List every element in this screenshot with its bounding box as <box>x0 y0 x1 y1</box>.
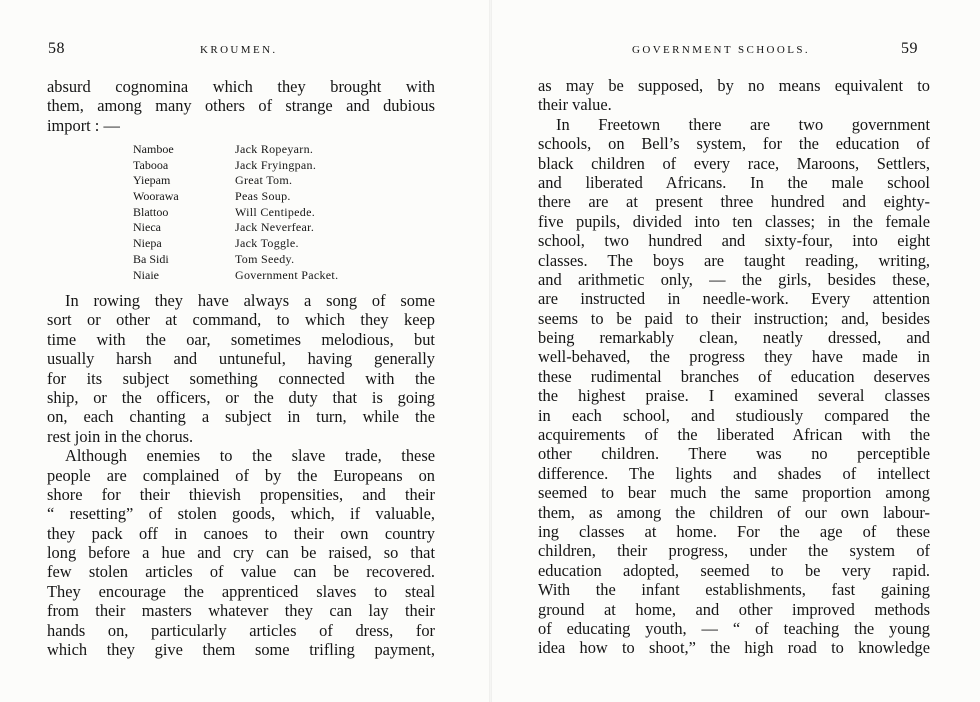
text-line: difference. The lights and shades of intellect <box>538 463 930 483</box>
text-line: them, as among the children of our own labour- <box>538 502 930 522</box>
text-line: rest join in the chorus. <box>47 426 194 446</box>
text-line: on, each chanting a subject in turn, while the <box>47 407 435 427</box>
english-name: Jack Toggle. <box>235 236 299 251</box>
english-name: Tom Seedy. <box>235 251 295 266</box>
text-line: for its subject something connected with the <box>47 368 435 388</box>
right-page <box>492 0 980 702</box>
name-pair <box>133 252 338 268</box>
name-pair <box>133 173 338 189</box>
text-line: acquirements of the liberated African with the <box>538 425 930 445</box>
text-line: them, among many others of strange and dubious <box>47 96 435 116</box>
left-page <box>0 0 489 702</box>
text-line: ship, or the officers, or the duty that is going <box>47 387 435 407</box>
text-line: school, two hundred and sixty-four, into eight <box>538 231 930 251</box>
english-name: Jack Fryingpan. <box>235 157 317 172</box>
text-line: from their masters whatever they can lay their <box>47 601 435 621</box>
rowing-paragraph <box>47 291 435 659</box>
text-line: there are at present three hundred and eighty- <box>538 192 930 212</box>
text-line: long before a hue and cry can be raised, so that <box>47 543 435 563</box>
right-running-head <box>492 40 980 64</box>
english-name: Jack Ropeyarn. <box>235 142 314 156</box>
english-name: Peas Soup. <box>235 189 291 204</box>
name-pair <box>133 189 338 205</box>
text-line: and liberated Africans. In the male school <box>538 172 930 192</box>
text-line: import : — <box>47 115 120 135</box>
text-line: classes. The boys are taught reading, writing, <box>538 250 930 270</box>
text-line: In rowing they have always a song of some <box>65 291 435 310</box>
left-running-title: KROUMEN. <box>200 44 278 56</box>
native-name: Yiepam <box>133 173 171 188</box>
name-pair <box>133 158 338 174</box>
text-line: sort or other at command, to which they keep <box>47 310 435 330</box>
text-line: ground at home, and other improved methods <box>538 599 930 619</box>
text-line: time with the oar, sometimes melodious, but <box>47 329 435 349</box>
name-pair <box>133 142 338 158</box>
text-line: well-behaved, the progress they have made in <box>538 347 930 367</box>
native-name: Namboe <box>133 142 174 156</box>
text-line: are instructed in needle-work. Every attention <box>538 289 930 309</box>
name-pair <box>133 205 338 221</box>
text-line: usually harsh and untuneful, having generally <box>47 349 435 369</box>
kroomen-names-list <box>133 142 338 283</box>
text-line: education adopted, seemed to be very rapid. <box>538 560 930 580</box>
text-line: schools, on Bell’s system, for the education of <box>538 134 930 154</box>
english-name: Will Centipede. <box>235 204 315 219</box>
text-line: in each school, and studiously compared the <box>538 405 930 425</box>
text-line: In Freetown there are two government <box>556 114 930 134</box>
text-line: these rudimental branches of education deserves <box>538 366 930 386</box>
english-name: Great Tom. <box>235 173 293 188</box>
intro-text <box>47 77 435 135</box>
text-line: “ resetting” of stolen goods, which, if valuable, <box>47 504 435 524</box>
text-line: which they give them some trifling payment, <box>47 640 435 660</box>
text-line: seems to be paid to their instruction; and, besides <box>538 308 930 328</box>
left-page-number: 58 <box>48 40 65 57</box>
native-name: Woorawa <box>133 189 179 204</box>
name-pair <box>133 220 338 236</box>
text-line: children, their progress, under the system of <box>538 541 930 561</box>
left-running-head <box>0 40 489 64</box>
text-line: of educating youth, — “ of teaching the young <box>538 618 930 638</box>
text-line: seemed to bear much the same proportion among <box>538 483 930 503</box>
text-line: as may be supposed, by no means equivalent to <box>538 76 930 95</box>
text-line: the highest praise. I examined several classes <box>538 386 930 406</box>
text-line: being remarkably clean, neatly dressed, and <box>538 328 930 348</box>
english-name: Government Packet. <box>235 267 339 282</box>
text-line: With the infant establishments, fast gaining <box>538 580 930 600</box>
native-name: Blattoo <box>133 204 169 219</box>
english-name: Jack Neverfear. <box>235 220 315 235</box>
right-body-text <box>538 76 930 658</box>
text-line: Although enemies to the slave trade, these <box>65 446 435 466</box>
native-name: Ba Sidi <box>133 251 169 266</box>
text-line: ing classes at home. For the age of these <box>538 521 930 541</box>
text-line: few stolen articles of value can be recovered. <box>47 562 435 582</box>
text-line: absurd cognomina which they brought with <box>47 77 435 96</box>
name-pair <box>133 268 338 284</box>
native-name: Niaie <box>133 267 159 282</box>
native-name: Tabooa <box>133 157 169 172</box>
text-line: their value. <box>538 95 612 115</box>
text-line: black children of every race, Maroons, Settlers, <box>538 153 930 173</box>
text-line: shore for their thievish propensities, and their <box>47 484 435 504</box>
text-line: other children. There was no perceptible <box>538 444 930 464</box>
right-running-title: GOVERNMENT SCHOOLS. <box>632 44 811 56</box>
text-line: hands on, particularly articles of dress, for <box>47 620 435 640</box>
text-line: people are complained of by the Europeans on <box>47 465 435 485</box>
right-page-number: 59 <box>901 40 918 57</box>
text-line: they pack off in canoes to their own country <box>47 523 435 543</box>
name-pair <box>133 236 338 252</box>
native-name: Nieca <box>133 220 161 235</box>
text-line: They encourage the apprenticed slaves to steal <box>47 581 435 601</box>
native-name: Niepa <box>133 236 162 251</box>
text-line: five pupils, divided into ten classes; in the female <box>538 211 930 231</box>
text-line: and arithmetic only, — the girls, besides these, <box>538 269 930 289</box>
text-line: idea how to shoot,” the high road to knowledge <box>538 638 930 658</box>
